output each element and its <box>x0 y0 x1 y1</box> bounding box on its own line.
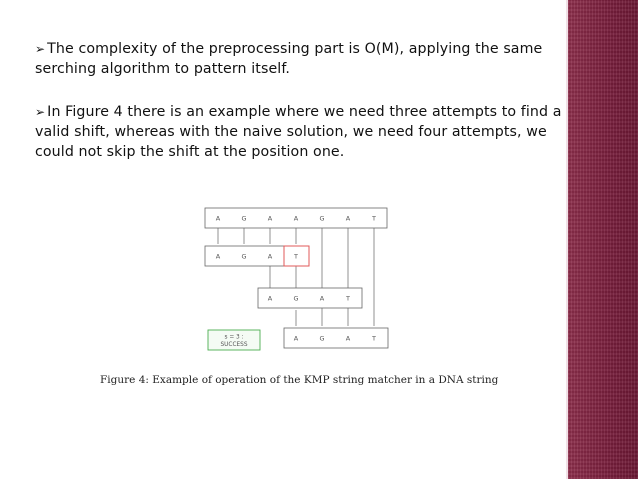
decorative-sidebar <box>568 0 638 479</box>
pattern-row-2 <box>258 288 362 308</box>
text-char: A <box>267 214 273 223</box>
pattern-char: G <box>319 334 325 343</box>
bullet-text-2: In Figure 4 there is an example where we need three attempts to find a valid shift, whereas with the naive solution, we need four attempts, we could not skip the shift at the position one. <box>35 104 562 160</box>
pattern-char: A <box>319 294 325 303</box>
connector-lines <box>215 228 374 326</box>
pattern-char: A <box>267 294 273 303</box>
pattern-char: T <box>346 294 350 303</box>
text-char: A <box>293 214 299 223</box>
pattern-char: T <box>372 334 376 343</box>
pattern-char: T <box>294 252 298 261</box>
success-label-line-2: SUCCESS <box>220 342 248 348</box>
pattern-char: A <box>267 252 273 261</box>
text-char: A <box>345 214 351 223</box>
text-char: G <box>319 214 325 223</box>
pattern-row-3 <box>284 328 388 348</box>
text-char: A <box>215 214 221 223</box>
kmp-figure <box>200 204 392 362</box>
pattern-char: G <box>293 294 299 303</box>
text-row <box>205 208 387 228</box>
pattern-char: G <box>241 252 247 261</box>
pattern-row-1 <box>205 246 309 266</box>
pattern-char: A <box>293 334 299 343</box>
text-char: G <box>241 214 247 223</box>
pattern-char: A <box>215 252 221 261</box>
bullet-point-example <box>35 102 565 162</box>
figure-caption: Figure 4: Example of operation of the KMP string matcher in a DNA string <box>100 374 499 386</box>
arrow-bullet-icon: ➢ <box>35 42 46 56</box>
bullet-point-complexity <box>35 39 565 79</box>
arrow-bullet-icon: ➢ <box>35 105 46 119</box>
success-label-line-1: s = 3 : <box>224 334 244 341</box>
bullet-text-1: The complexity of the preprocessing part is O(M), applying the same serching algorithm to pattern itself. <box>35 41 543 77</box>
text-char: T <box>372 214 376 223</box>
pattern-char: A <box>345 334 351 343</box>
success-label <box>208 330 260 350</box>
